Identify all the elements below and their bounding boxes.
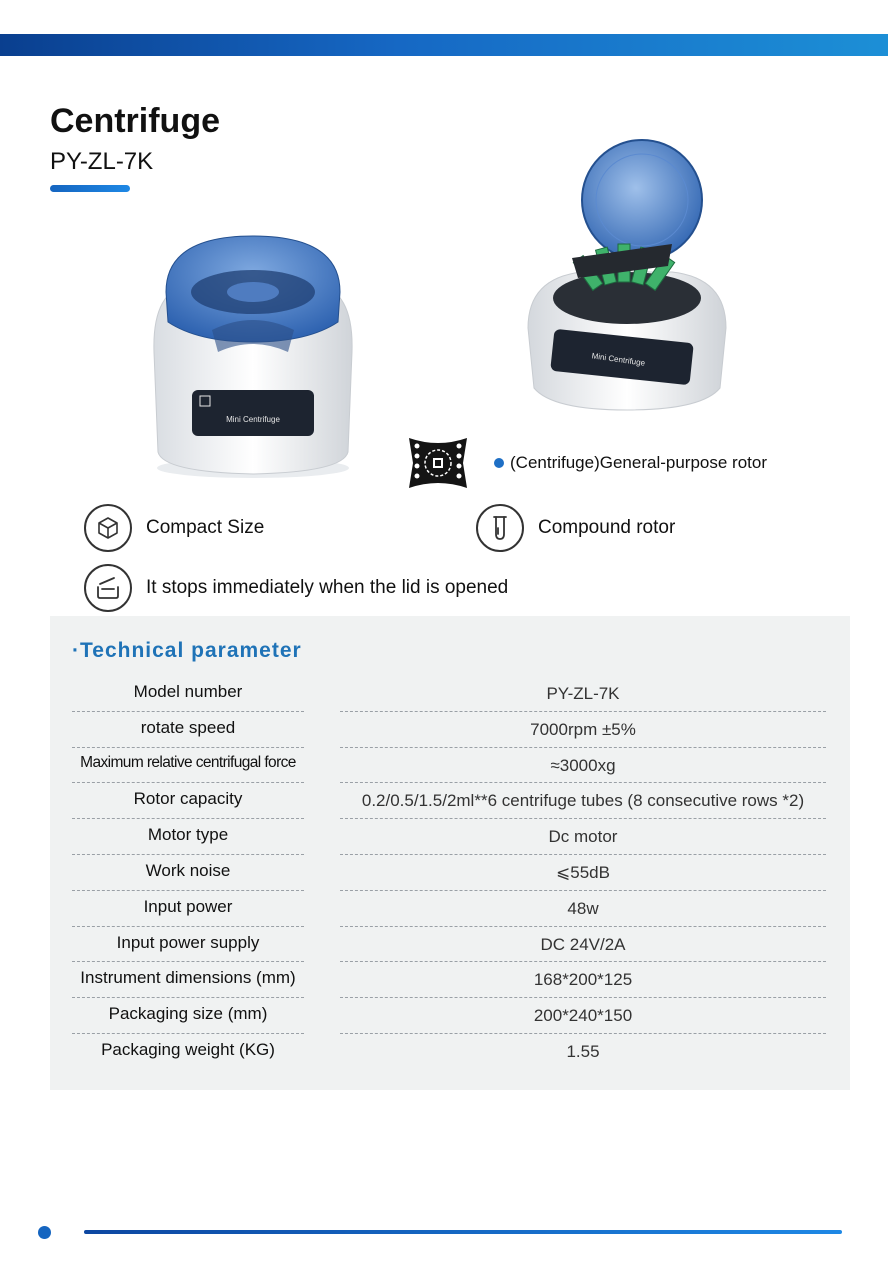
rotor-caption-text: (Centrifuge)General-purpose rotor [510, 453, 768, 472]
param-name: Rotor capacity [133, 789, 243, 809]
feature-label: It stops immediately when the lid is opened [146, 577, 509, 598]
param-value: 200*240*150 [533, 1006, 633, 1026]
open-lid-icon [84, 564, 132, 612]
bullet-dot [494, 458, 504, 468]
param-name: Maximum relative centrifugal force [80, 753, 296, 771]
table-row [72, 1034, 828, 1070]
feature-lid-stop [84, 564, 508, 612]
centrifuge-open-label: Mini Centrifuge [591, 351, 646, 368]
feature-label: Compact Size [146, 517, 265, 538]
param-value: ⩽55dB [556, 862, 610, 882]
footer-line [84, 1230, 842, 1234]
param-name: Input power supply [116, 932, 260, 952]
table-row [72, 819, 828, 855]
param-value: 168*200*125 [533, 970, 633, 990]
header-banner [0, 34, 888, 56]
parameter-table [72, 676, 828, 1070]
param-value: 0.2/0.5/1.5/2ml**6 centrifuge tubes (8 consecutive rows *2) [361, 791, 805, 811]
page-title: Centrifuge [50, 102, 220, 140]
param-name: rotate speed [140, 717, 236, 737]
table-row [72, 927, 828, 963]
table-row [72, 712, 828, 748]
param-value: 7000rpm ±5% [530, 719, 636, 739]
technical-heading: ·Technical parameter [72, 639, 302, 662]
param-value: 1.55 [566, 1041, 600, 1061]
param-value: PY-ZL-7K [546, 684, 620, 703]
param-value: ≈3000xg [550, 755, 616, 775]
model-subtitle: PY-ZL-7K [50, 148, 154, 175]
param-name: Work noise [145, 860, 231, 880]
rotor-image [405, 432, 471, 494]
centrifuge-open-image [522, 138, 732, 416]
param-value: 48w [567, 898, 599, 918]
footer-dot [38, 1226, 51, 1239]
param-value: DC 24V/2A [540, 934, 626, 954]
table-row [72, 962, 828, 998]
param-name: Input power [143, 896, 233, 916]
title-underline [50, 185, 130, 192]
param-value: Dc motor [548, 827, 618, 847]
table-row [72, 998, 828, 1034]
feature-compact-size [84, 504, 264, 552]
param-name: Packaging weight (KG) [101, 1039, 275, 1059]
param-name: Model number [133, 682, 243, 701]
table-row [72, 783, 828, 819]
param-name: Instrument dimensions (mm) [80, 968, 296, 988]
param-name: Motor type [147, 825, 229, 845]
centrifuge-closed-image [148, 232, 358, 480]
table-row [72, 748, 828, 784]
table-row [72, 676, 828, 712]
test-tube-icon [476, 504, 524, 552]
centrifuge-closed-label: Mini Centrifuge [226, 415, 280, 424]
feature-label: Compound rotor [538, 517, 676, 538]
param-name: Packaging size (mm) [108, 1004, 268, 1024]
feature-compound-rotor [476, 504, 675, 552]
table-row [72, 855, 828, 891]
table-row [72, 891, 828, 927]
cube-icon [84, 504, 132, 552]
rotor-caption [494, 453, 767, 473]
